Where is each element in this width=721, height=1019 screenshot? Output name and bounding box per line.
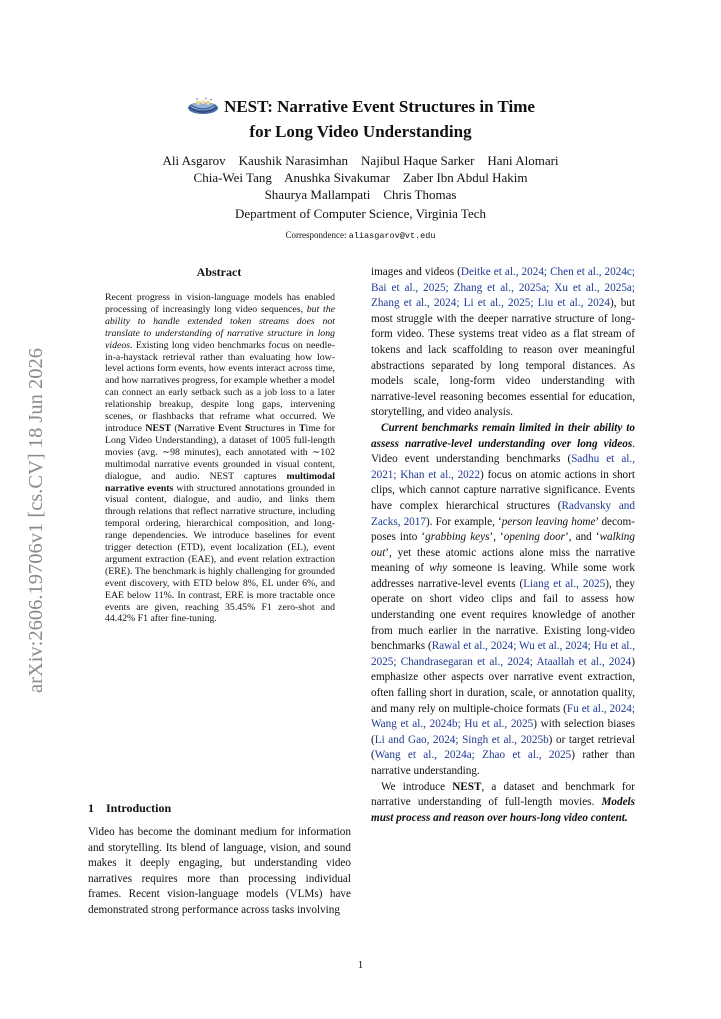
abstract-bold: multimodal narrative events bbox=[105, 470, 335, 494]
abstract-text: vent bbox=[224, 422, 242, 434]
page-number: 1 bbox=[357, 959, 364, 971]
abstract-text: ( bbox=[170, 422, 178, 434]
authors-line-1: Ali Asgarov Kaushik Narasimhan Najibul Haque Sarker Hani Alomari bbox=[162, 153, 559, 168]
correspondence-email[interactable]: aliasgarov@vt.edu bbox=[348, 231, 436, 241]
bold-italic-claim: Models must process and reason over hours-long video content. bbox=[371, 796, 635, 824]
section-heading-introduction bbox=[88, 801, 171, 816]
paper-title bbox=[0, 96, 721, 143]
affiliation: Department of Computer Science, Virginia Tech bbox=[234, 206, 487, 221]
section-number: 1 bbox=[88, 801, 94, 815]
abstract-text: Recent progress in vision-language models has enabled processing of increasingly long video sequences, bbox=[105, 292, 335, 315]
abstract-acronym-letter: S bbox=[244, 422, 251, 434]
title-line-1: NEST: Narrative Event Structures in Time bbox=[224, 97, 535, 116]
citation-link[interactable]: Sadhu et al., 2021; Khan et al., 2022 bbox=[371, 453, 635, 481]
citation-link[interactable]: Fu et al., 2024; Wang et al., 2024b; Hu et al., 2025 bbox=[371, 702, 635, 731]
abstract-acronym-letter: T bbox=[298, 422, 306, 434]
abstract-text: with structured annotations grounded in visual content, dialogue, and audio, and links them through relations that reflect narrative structure, including temporal ordering, hierarchical composition, and long-range dependencies. We introduce baselines for event trigger detection (ETD), event localization (EL), event argument extraction (EAE), and event relation extraction (ERE). The benchmark is highly challenging for grounded event discovery, with ETD below 8%, EL under 6%, and EAE below 11%. In contrast, ERE is more tractable once events are given, reaching 35.45% F1 zero-shot and 44.42% F1 after fine-tuning. bbox=[105, 482, 335, 625]
correspondence-label: Correspondence: bbox=[285, 230, 349, 240]
abstract-heading: Abstract bbox=[196, 265, 242, 279]
abstract-text: arrative bbox=[184, 422, 219, 434]
abstract-italic: but the ability to handle extended token streams does not translate to understanding of narrative structure in long videos bbox=[105, 303, 335, 351]
section-title: Introduction bbox=[106, 801, 172, 815]
author-list bbox=[0, 152, 721, 203]
title-line-2: for Long Video Understanding bbox=[249, 122, 472, 141]
arxiv-id-text: arXiv:2606.19706v1 [cs.CV] 18 Jun 2026 bbox=[25, 347, 47, 693]
abstract-text: tructures in bbox=[250, 422, 299, 434]
paragraph: images and videos (Deitke et al., 2024; Chen et al., 2024c; Bai et al., 2025; Zhang et al., 2025a; Xu et al., 2025a; Zhang et al., 2024; Li et al., 2025; Liu et al., 2024), but most struggle with the deeper narrative structure of long-form video. These systems treat video as a flat stream of tokens and lack scaffolding to reason over meaningful abstractions separated by long temporal distances. As models scale, long-form video understanding with narrative-level reasoning becomes essential for education, storytelling, and video analysis. bbox=[371, 266, 635, 419]
abstract-acronym-letter: N bbox=[177, 422, 185, 434]
correspondence bbox=[0, 230, 721, 241]
authors-line-2: Chia-Wei Tang Anushka Sivakumar Zaber Ibn Abdul Hakim bbox=[193, 170, 528, 185]
paragraph: Current benchmarks remain limited in their ability to assess narrative-level understanding over long videos. Video event understanding benchmarks (Sadhu et al., 2021; Khan et al., 2022) focus on atomic actions in short clips, which cannot capture narrative significance. Events have complex hierarchical structures (Radvansky and Zacks, 2017). For example, ‘person leaving home’ decomposes into ‘grabbing keys’, ‘opening door’, and ‘walking out’, yet these atomic actions alone miss the narrative meaning of why someone is leaving. While some work addresses narrative-level events (Liang et al., 2025), they operate on short video clips and fail to assess how understanding one event requires knowledge of another from much earlier in the narrative. Existing long-video benchmarks (Rawal et al., 2024; Wu et al., 2024; Hu et al., 2025; Chandrasegaran et al., 2024; Ataallah et al., 2024) emphasize other aspects over narrative event extraction, often falling short in duration, scale, or annotation quality, and many rely on multiple-choice formats (Fu et al., 2024; Wang et al., 2024b; Hu et al., 2025) with selection biases (Li and Gao, 2024; Singh et al., 2025b) or target retrieval (Wang et al., 2024a; Zhao et al., 2025) rather than narrative understanding. bbox=[371, 421, 636, 777]
abstract-text: ime for Long Video Understanding), a dataset of 1005 full-length movies (avg. ∼98 minutes), each annotated with ∼102 multimodal narrative events grounded in visual content, dialogue, and audio. NEST captures bbox=[105, 422, 335, 482]
citation-link[interactable]: Wang et al., 2024a; Zhao et al., 2025 bbox=[374, 749, 572, 762]
citation-link[interactable]: Liang et al., 2025 bbox=[523, 577, 606, 590]
paragraph: We introduce NEST, a dataset and benchmark for narrative understanding of full-length movies. Models must process and reason over hours-long video content. bbox=[371, 780, 635, 824]
abstract-text: . Existing long video benchmarks focus on needle-in-a-haystack retrieval rather than evaluating how low-level actions form events, how events interact across time, and how narratives progress, for example whether a model can connect an early setback such as a job loss to a later relationship breakup, despite long gaps, intervening scenes, or flashbacks that reframe what occurred. We introduce bbox=[105, 339, 335, 434]
arxiv-stamp bbox=[8, 298, 58, 693]
abstract-nest-bold: NEST bbox=[145, 422, 171, 434]
abstract-acronym-letter: E bbox=[218, 422, 225, 434]
citation-link[interactable]: Deitke et al., 2024; Chen et al., 2024c; Bai et al., 2025; Zhang et al., 2025a; Xu et al., 2025a; Zhang et al., 2024; Li et al., 2025; Liu et al., 2024 bbox=[371, 266, 635, 310]
citation-link[interactable]: Radvansky and Zacks, 2017 bbox=[371, 499, 635, 528]
right-column bbox=[371, 265, 635, 826]
nest-logo-icon bbox=[186, 97, 220, 121]
bold-italic-claim: Current benchmarks remain limited in their ability to assess narrative-level understanding over long videos bbox=[371, 421, 635, 450]
citation-link[interactable]: Rawal et al., 2024; Wu et al., 2024; Hu et al., 2025; Chandrasegaran et al., 2024; Ataallah et al., 2024 bbox=[371, 640, 635, 668]
intro-left-column: Video has become the dominant medium for information and storytelling. Its blend of language, vision, and sound makes it deeply engaging, but understanding video narratives requires more than processing individual frames. Recent vision-language models (VLMs) have demonstrated strong performance across tasks involving bbox=[88, 826, 351, 916]
abstract-body bbox=[105, 292, 335, 625]
authors-line-3: Shaurya Mallampati Chris Thomas bbox=[264, 187, 457, 202]
citation-link[interactable]: Li and Gao, 2024; Singh et al., 2025b bbox=[374, 733, 549, 746]
